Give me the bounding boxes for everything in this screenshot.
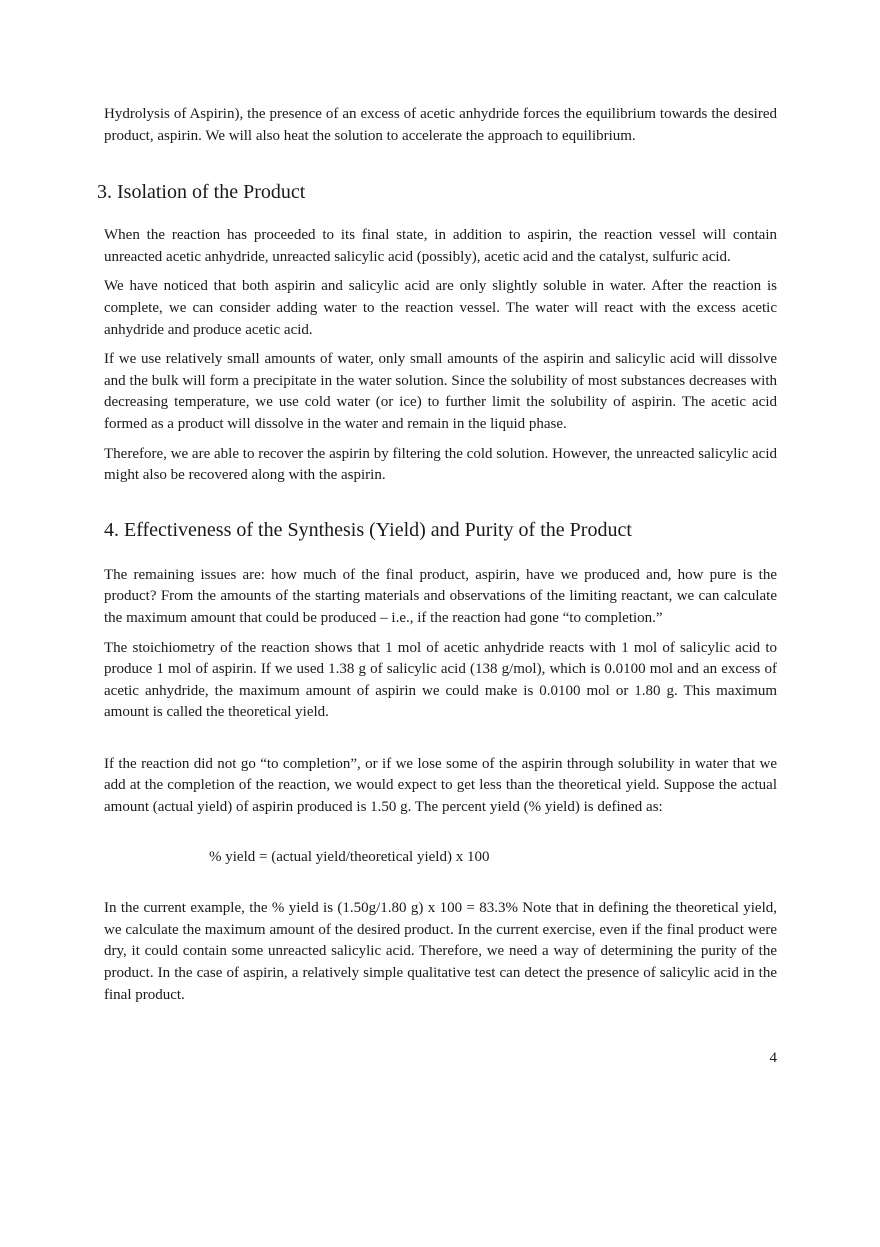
- section-4-closing-paragraph: In the current example, the % yield is (1.50g/1.80 g) x 100 = 83.3% Note that in defining the theoretical yield, we calculate the maximum amount of the desired product. In the current exercise, even if the final product were dry, it could contain some unreacted salicylic acid. Therefore, we need a way of determining the purity of the product. In the case of aspirin, a relatively simple qualitative test can detect the presence of salicylic acid in the final product.: [104, 900, 777, 1003]
- section-3-paragraph-3: If we use relatively small amounts of water, only small amounts of the aspirin and salicylic acid will dissolve and the bulk will form a precipitate in the water solution. Since the solubility of most substances decreases with decreasing temperature, we use cold water (or ice) to further limit the solubility of aspirin. The acetic acid formed as a product will dissolve in the water and remain in the liquid phase.: [104, 351, 777, 432]
- section-3-heading: 3. Isolation of the Product: [97, 181, 306, 204]
- section-4-heading: 4. Effectiveness of the Synthesis (Yield) and Purity of the Product: [104, 518, 632, 541]
- section-3-paragraph-2: We have noticed that both aspirin and salicylic acid are only slightly soluble in water. After the reaction is complete, we can consider adding water to the reaction vessel. The water will react with the excess acetic anhydride and produce acetic acid.: [104, 278, 777, 338]
- section-4-paragraph-1: The remaining issues are: how much of the final product, aspirin, have we produced and, how pure is the product? From the amounts of the starting materials and observations of the limiting reactant, we can calculate the maximum amount that could be produced – i.e., if the reaction had gone “to completion.”: [104, 566, 777, 626]
- section-4-paragraph-3: If the reaction did not go “to completion”, or if we lose some of the aspirin through solubility in water that we add at the completion of the reaction, we would expect to get less than the theoretical yield. Suppose the actual amount (actual yield) of aspirin produced is 1.50 g. The percent yield (% yield) is defined as:: [104, 755, 777, 816]
- section-3-paragraph-4: Therefore, we are able to recover the aspirin by filtering the cold solution. However, the unreacted salicylic acid might also be recovered along with the aspirin.: [104, 445, 777, 484]
- page-number: 4: [769, 1050, 777, 1066]
- percent-yield-formula: % yield = (actual yield/theoretical yield) x 100: [209, 848, 490, 865]
- section-3-paragraph-1: When the reaction has proceeded to its final state, in addition to aspirin, the reaction vessel will contain unreacted acetic anhydride, unreacted salicylic acid (possibly), acetic acid and the catalyst, sulfuric acid.: [104, 227, 777, 265]
- document-page: [97, 104, 777, 1006]
- intro-paragraph: Hydrolysis of Aspirin), the presence of an excess of acetic anhydride forces the equilibrium towards the desired product, aspirin. We will also heat the solution to accelerate the approach to equilibrium.: [104, 106, 777, 144]
- section-4-paragraph-2: The stoichiometry of the reaction shows that 1 mol of acetic anhydride reacts with 1 mol of salicylic acid to produce 1 mol of aspirin. If we used 1.38 g of salicylic acid (138 g/mol), which is 0.0100 mol and an excess of acetic anhydride, the maximum amount of aspirin we could make is 0.0100 mol or 1.80 g. This maximum amount is called the theoretical yield.: [104, 639, 777, 721]
